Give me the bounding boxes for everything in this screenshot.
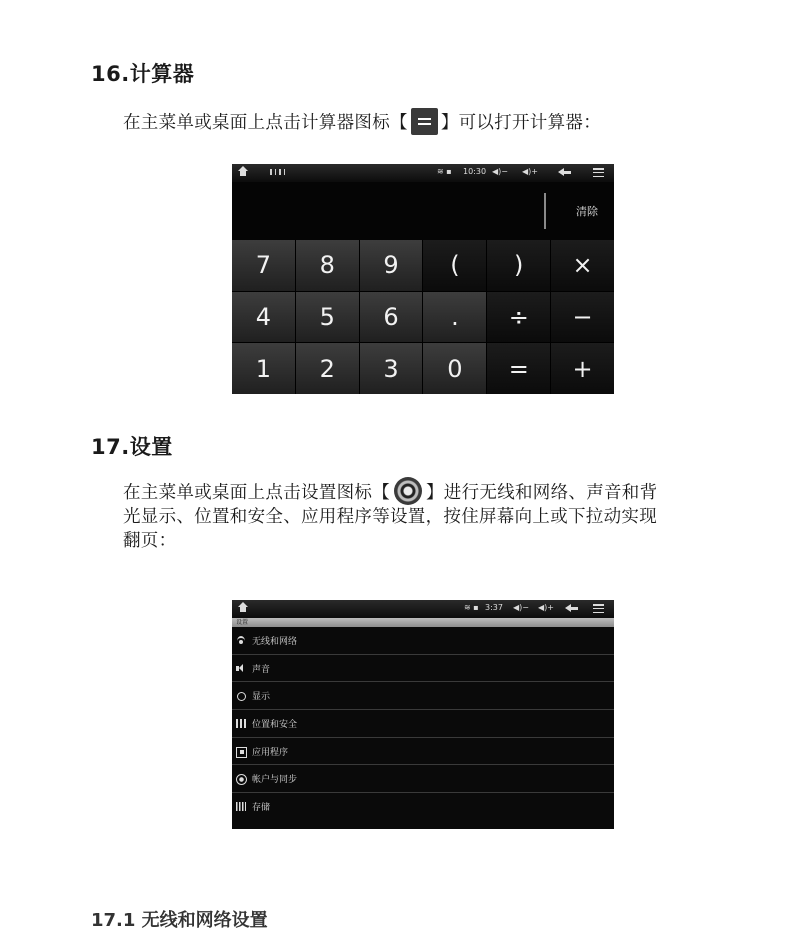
menu-icon[interactable] (593, 168, 604, 177)
key-7[interactable]: 7 (232, 240, 295, 291)
section-16-text-after: 】可以打开计算器： (440, 113, 602, 133)
key-5[interactable]: 5 (296, 292, 359, 343)
settings-item-accounts-sync[interactable] (232, 765, 614, 793)
settings-item-label: 声音 (252, 664, 271, 675)
settings-item-location-security[interactable] (232, 710, 614, 738)
location-icon (236, 719, 246, 728)
wifi-icon (236, 636, 246, 645)
key-6[interactable]: 6 (360, 292, 423, 343)
storage-icon (236, 802, 246, 811)
key-8[interactable]: 8 (296, 240, 359, 291)
settings-item-applications[interactable] (232, 738, 614, 766)
back-icon[interactable] (565, 604, 579, 613)
section-17-line-2: 光显示、位置和安全、应用程序等设置，按住屏幕向上或下拉动实现 (123, 507, 657, 527)
settings-screenshot (232, 600, 614, 829)
calculator-display (232, 182, 614, 240)
clear-button[interactable]: 清除 (576, 205, 598, 218)
volume-down-icon[interactable]: ◀)− (492, 167, 508, 176)
section-16-heading: 16.计算器 (91, 62, 195, 86)
settings-list (232, 627, 614, 821)
wifi-status-icon: ≋ ▪ (464, 603, 479, 612)
calculator-screenshot (232, 164, 614, 394)
section-17-line-1-after: 】进行无线和网络、声音和背 (426, 483, 658, 503)
menu-icon[interactable] (593, 604, 604, 613)
notification-icons (270, 169, 285, 175)
settings-item-label: 存储 (252, 803, 271, 814)
key-2[interactable]: 2 (296, 343, 359, 394)
settings-item-sound[interactable] (232, 655, 614, 683)
section-16-text (123, 111, 601, 135)
next-section-heading-cutoff: 17.1 无线和网络设置 (91, 910, 268, 931)
settings-item-label: 无线和网络 (252, 636, 298, 647)
key-open-paren[interactable]: ( (423, 240, 486, 291)
wifi-status-icon: ≋ ▪ (437, 167, 452, 176)
settings-item-label: 应用程序 (252, 747, 289, 758)
apps-icon (236, 747, 246, 756)
settings-item-storage[interactable] (232, 793, 614, 821)
settings-item-label: 帐户与同步 (252, 775, 298, 786)
cursor-divider (544, 193, 546, 229)
settings-item-wireless[interactable] (232, 627, 614, 655)
key-3[interactable]: 3 (360, 343, 423, 394)
sync-icon (236, 774, 246, 783)
key-minus[interactable]: − (551, 292, 614, 343)
key-divide[interactable]: ÷ (487, 292, 550, 343)
key-multiply[interactable]: × (551, 240, 614, 291)
home-icon[interactable] (238, 602, 248, 614)
section-17-text (123, 481, 657, 553)
calculator-keypad (232, 240, 614, 394)
settings-item-display[interactable] (232, 682, 614, 710)
volume-up-icon[interactable]: ◀)+ (522, 167, 538, 176)
volume-up-icon[interactable]: ◀)+ (538, 603, 554, 612)
home-icon[interactable] (238, 166, 248, 178)
key-4[interactable]: 4 (232, 292, 295, 343)
sound-icon (236, 664, 246, 673)
section-17-heading: 17.设置 (91, 435, 173, 459)
settings-icon (394, 477, 422, 505)
display-icon (236, 691, 246, 700)
key-9[interactable]: 9 (360, 240, 423, 291)
section-17-line-1-before: 在主菜单或桌面上点击设置图标【 (123, 483, 390, 503)
section-17-line-1 (123, 481, 657, 505)
status-time: 10:30 (463, 167, 487, 176)
status-time: 3:37 (485, 603, 503, 612)
status-bar (232, 164, 614, 182)
volume-down-icon[interactable]: ◀)− (513, 603, 529, 612)
section-16-text-before: 在主菜单或桌面上点击计算器图标【 (123, 113, 408, 133)
key-dot[interactable]: . (423, 292, 486, 343)
key-close-paren[interactable]: ) (487, 240, 550, 291)
settings-item-label: 位置和安全 (252, 719, 298, 730)
key-1[interactable]: 1 (232, 343, 295, 394)
status-bar (232, 600, 614, 618)
settings-item-label: 显示 (252, 692, 271, 703)
key-plus[interactable]: + (551, 343, 614, 394)
settings-title: 设置 (236, 619, 249, 626)
key-0[interactable]: 0 (423, 343, 486, 394)
calculator-icon (411, 108, 438, 135)
section-17-line-3: 翻页： (123, 531, 177, 551)
back-icon[interactable] (558, 168, 572, 177)
settings-title-bar (232, 618, 614, 627)
key-equals[interactable]: = (487, 343, 550, 394)
